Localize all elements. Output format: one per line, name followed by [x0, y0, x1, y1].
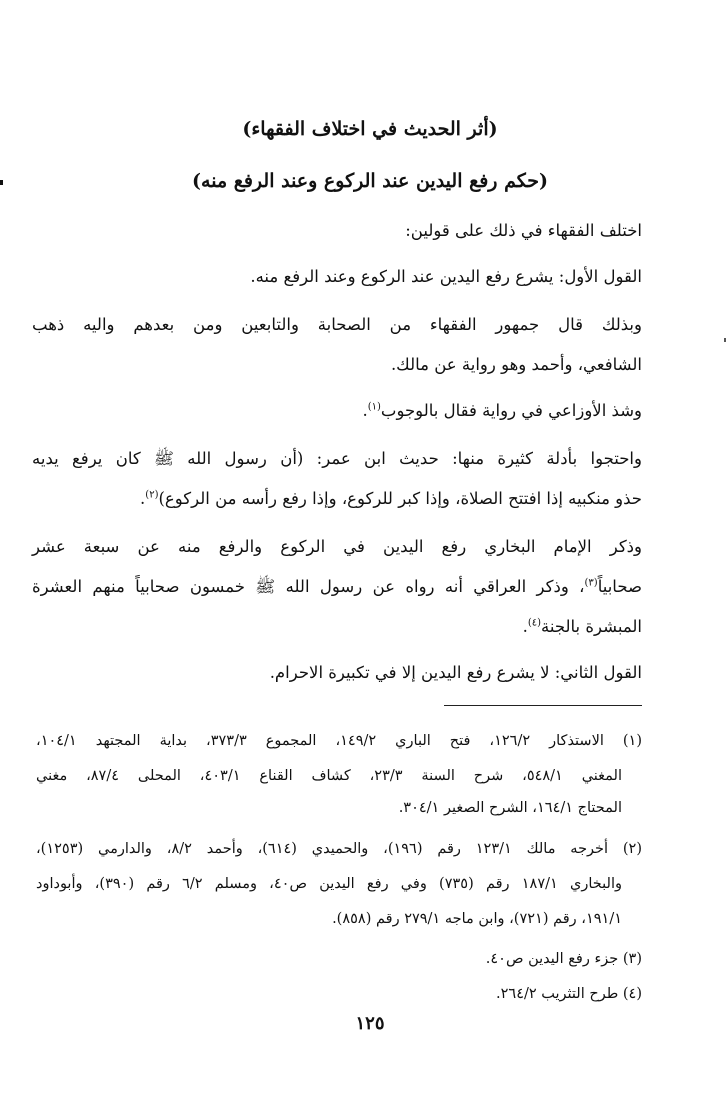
- footnote-1-line-2: المغني ٥٤٨/١، شرح السنة ٢٣/٣، كشاف القناع ٤٠٣/١، المحلى ٨٧/٤، مغني: [36, 768, 622, 784]
- body-line-6: واحتجوا بأدلة كثيرة منها: حديث ابن عمر: (أن رسول الله ﷺ كان يرفع يديه: [32, 449, 642, 468]
- chapter-heading: (أثر الحديث في اختلاف الفقهاء): [242, 118, 498, 140]
- footnote-2-line-1: (٢) أخرجه مالك ١٢٣/١ رقم (١٩٦)، والحميدي (٦١٤)، وأحمد ٨/٢، والدارمي (١٢٥٣)،: [36, 841, 642, 857]
- body-line-7-end: .: [140, 489, 146, 508]
- body-line-5-text: وشذ الأوزاعي في رواية فقال بالوجوب: [380, 401, 642, 420]
- body-line-10-text: المبشرة بالجنة: [541, 617, 642, 636]
- body-line-4: الشافعي، وأحمد وهو رواية عن مالك.: [390, 355, 642, 374]
- body-line-7: [32, 487, 642, 511]
- footnote-2-line-2: والبخاري ١٨٧/١ رقم (٧٣٥) وفي رفع اليدين ص٤٠، ومسلم ٦/٢ رقم (٣٩٠)، وأبوداود: [36, 876, 622, 892]
- footnote-ref-2: (٢): [145, 489, 159, 501]
- body-line-9: [32, 575, 642, 599]
- body-line-9-start: صحابياً: [597, 577, 642, 596]
- page-number: ١٢٥: [355, 1013, 385, 1034]
- footnote-4: (٤) طرح التثريب ٢٦٤/٢.: [496, 986, 642, 1002]
- body-line-10-end: .: [522, 617, 528, 636]
- body-line-5: [32, 399, 642, 423]
- body-line-10: [32, 615, 642, 639]
- footnote-2-line-3: ١٩١/١، رقم (٧٢١)، وابن ماجه ٢٧٩/١ رقم (٨٥٨).: [332, 911, 622, 927]
- body-line-11: القول الثاني: لا يشرع رفع اليدين إلا في تكبيرة الاحرام.: [269, 663, 642, 682]
- body-line-1: اختلف الفقهاء في ذلك على قولين:: [405, 221, 642, 240]
- footnote-ref-1: (١): [367, 401, 381, 413]
- body-line-7-text: حذو منكبيه إذا افتتح الصلاة، وإذا كبر للركوع، وإذا رفع رأسه من الركوع): [158, 489, 642, 508]
- body-line-5-end: .: [362, 401, 368, 420]
- footnote-1-line-1: (١) الاستذكار ١٢٦/٢، فتح الباري ١٤٩/٢، المجموع ٣٧٣/٣، بداية المجتهد ١٠٤/١،: [36, 733, 642, 749]
- footnote-ref-4: (٤): [527, 617, 542, 629]
- body-line-2: القول الأول: يشرع رفع اليدين عند الركوع وعند الرفع منه.: [250, 267, 642, 286]
- footnote-separator: [444, 705, 642, 706]
- footnote-1-line-3: المحتاج ١٦٤/١، الشرح الصغير ٣٠٤/١.: [398, 800, 622, 816]
- body-line-8: وذكر الإمام البخاري رفع اليدين في الركوع والرفع منه عن سبعة عشر: [32, 537, 642, 556]
- body-line-9-rest: ، وذكر العراقي أنه رواه عن رسول الله ﷺ خمسون صحابياً منهم العشرة: [32, 577, 585, 596]
- section-heading: (حكم رفع اليدين عند الركوع وعند الرفع منه): [192, 170, 548, 192]
- body-line-3: وبذلك قال جمهور الفقهاء من الصحابة والتابعين ومن بعدهم واليه ذهب: [32, 315, 642, 334]
- footnote-3: (٣) جزء رفع اليدين ص٤٠.: [485, 951, 642, 967]
- footnote-ref-3: (٣): [584, 577, 598, 589]
